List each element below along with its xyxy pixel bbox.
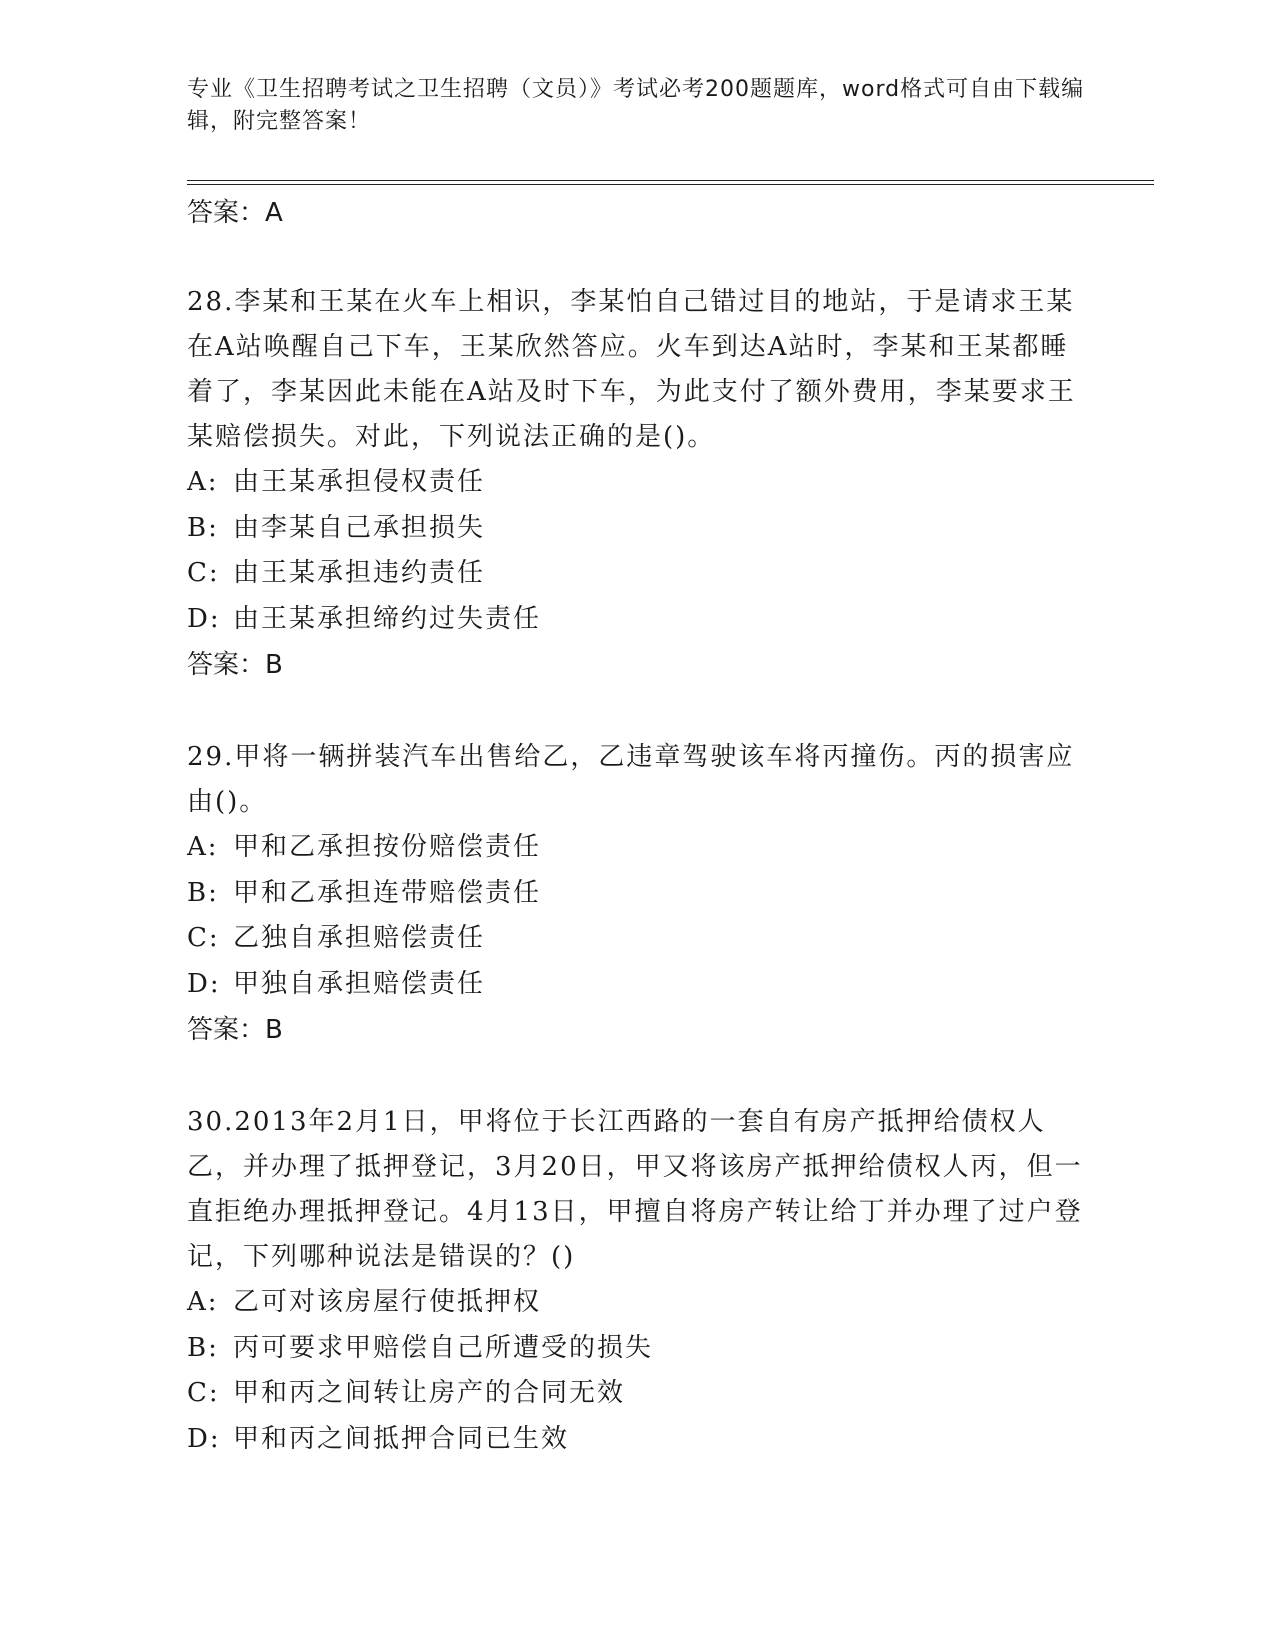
option-text: 乙独自承担赔偿责任 <box>233 923 486 953</box>
option-a <box>187 460 1087 506</box>
option-letter: A: <box>187 832 219 862</box>
option-a <box>187 825 1087 871</box>
previous-question-answer: 答案：A <box>187 198 283 228</box>
question-29 <box>187 735 1087 1053</box>
option-text: 由王某承担违约责任 <box>233 558 486 588</box>
option-letter: C: <box>187 923 220 953</box>
option-c <box>187 551 1087 597</box>
option-d <box>187 1417 1087 1463</box>
question-30 <box>187 1100 1087 1462</box>
option-text: 由李某自己承担损失 <box>233 512 486 543</box>
option-d <box>187 597 1087 643</box>
question-stem: 30.2013年2月1日，甲将位于长江西路的一套自有房产抵押给债权人乙，并办理了抵押登记，3月20日，甲又将该房产抵押给债权人丙，但一直拒绝办理抵押登记。4月13日，甲擅自将房产转让给丁并办理了过户登记，下列哪种说法是错误的？() <box>187 1107 1083 1272</box>
option-b <box>187 506 1087 552</box>
option-letter: D: <box>187 1423 221 1454</box>
option-letter: A: <box>187 1287 219 1317</box>
option-list <box>187 1280 1087 1462</box>
option-a <box>187 1280 1087 1326</box>
option-letter: C: <box>187 558 220 588</box>
option-letter: B: <box>187 1332 219 1363</box>
option-text: 甲和丙之间抵押合同已生效 <box>233 1423 570 1454</box>
option-c <box>187 1371 1087 1417</box>
option-text: 乙可对该房屋行使抵押权 <box>233 1287 542 1317</box>
option-letter: B: <box>187 512 219 543</box>
option-list <box>187 460 1087 642</box>
question-stem: 29.甲将一辆拼装汽车出售给乙，乙违章驾驶该车将丙撞伤。丙的损害应由()。 <box>187 742 1075 817</box>
option-text: 由王某承担侵权责任 <box>233 467 486 497</box>
header-divider <box>187 180 1154 185</box>
option-letter: D: <box>187 603 221 634</box>
option-text: 由王某承担缔约过失责任 <box>233 603 542 634</box>
option-text: 甲独自承担赔偿责任 <box>233 968 486 999</box>
answer-label: 答案：B <box>187 650 283 680</box>
option-d <box>187 962 1087 1008</box>
option-letter: D: <box>187 968 221 999</box>
option-b <box>187 871 1087 917</box>
option-text: 甲和乙承担按份赔偿责任 <box>233 832 542 862</box>
page-header: 专业《卫生招聘考试之卫生招聘（文员）》考试必考200题题库，word格式可自由下载编辑，附完整答案！ <box>187 77 1085 134</box>
option-letter: A: <box>187 467 219 497</box>
option-text: 甲和丙之间转让房产的合同无效 <box>233 1378 626 1408</box>
option-text: 丙可要求甲赔偿自己所遭受的损失 <box>233 1332 654 1363</box>
option-letter: C: <box>187 1378 220 1408</box>
answer-label: 答案：B <box>187 1015 283 1045</box>
option-b <box>187 1326 1087 1372</box>
question-28 <box>187 280 1087 688</box>
option-list <box>187 825 1087 1007</box>
option-text: 甲和乙承担连带赔偿责任 <box>233 877 542 908</box>
question-stem: 28.李某和王某在火车上相识，李某怕自己错过目的地站，于是请求王某在A站唤醒自己下车，王某欣然答应。火车到达A站时，李某和王某都睡着了，李某因此未能在A站及时下车，为此支付了额外费用，李某要求王某赔偿损失。对此，下列说法正确的是()。 <box>187 287 1076 452</box>
option-c <box>187 916 1087 962</box>
option-letter: B: <box>187 877 219 908</box>
